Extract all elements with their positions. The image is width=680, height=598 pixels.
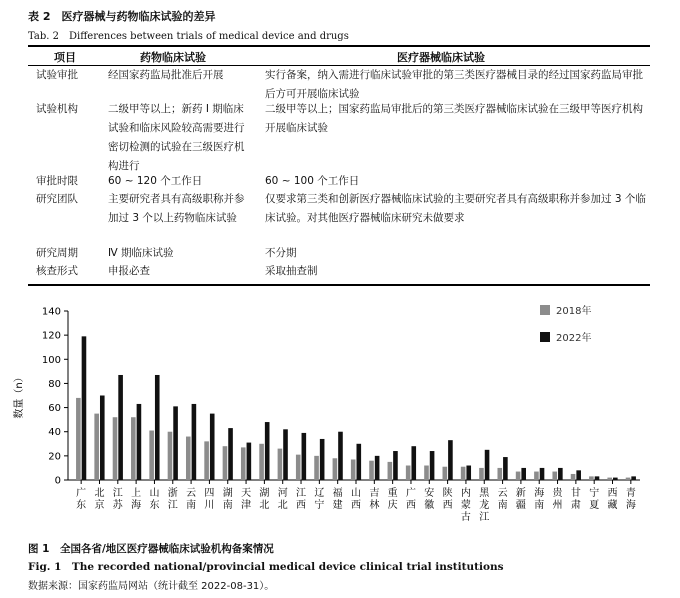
bar-2022-11 [283,429,288,480]
bar-2022-15 [357,444,362,480]
row-drug: 申报必查 [108,265,150,277]
row-drug: 经国家药监局批准后开展 [108,69,224,81]
x-tick-label: 河北 [277,488,288,511]
row-item: 核查形式 [36,265,78,277]
row-device: 仅要求第三类和创新医疗器械临床试验的主要研究者具有高级职称并参加过 3 个临床试验。对其他医疗器械临床研究未做要求 [265,193,646,224]
bar-2018-27 [571,474,576,480]
x-tick-label: 西藏 [607,488,618,511]
bar-chart [0,290,680,535]
bar-2022-16 [375,456,380,480]
bar-2018-4 [149,431,154,480]
bar-2022-22 [485,450,490,480]
x-tick-label: 贵州 [552,488,563,511]
legend-swatch-2018 [540,305,550,315]
bar-2018-16 [369,461,374,480]
legend-label-2018: 2018年 [556,306,592,317]
bar-2018-9 [241,447,246,480]
x-tick-label: 四川 [204,488,215,511]
bar-2018-30 [626,478,631,480]
row-item: 试验审批 [36,69,78,81]
x-tick-label: 宁夏 [589,488,600,511]
bar-2018-24 [516,472,521,480]
row-item: 研究周期 [36,247,78,259]
bar-2018-21 [461,467,466,480]
table-title-en: Tab. 2 Differences between trials of medical device and drugs [28,31,349,42]
x-tick-label: 北京 [94,488,105,511]
y-tick-label: 40 [48,427,61,439]
bar-2022-27 [576,470,581,480]
bar-2018-2 [113,417,118,480]
x-tick-label: 福建 [332,488,343,511]
bar-2022-24 [521,468,526,480]
bar-2018-23 [497,468,502,480]
bar-2022-28 [595,476,600,480]
bar-2022-5 [173,406,178,480]
x-tick-label: 上海 [131,488,142,511]
bar-2022-1 [100,396,105,481]
bar-2018-20 [443,467,448,480]
bar-2018-0 [76,398,81,480]
x-tick-label: 江西 [296,488,307,511]
row-device: 采取抽查制 [265,265,318,277]
row-drug: Ⅳ 期临床试验 [108,247,174,259]
figure-source: 数据来源：国家药监局网站（统计截至 2022-08-31）。 [28,581,275,592]
row-drug: 60 ~ 120 个工作日 [108,175,203,187]
row-device: 60 ~ 100 个工作日 [265,175,360,187]
bar-2022-23 [503,457,508,480]
bar-2018-28 [589,476,594,480]
x-tick-label: 内蒙古 [460,488,471,523]
row-drug: 二级甲等以上；新药 Ⅰ 期临床试验和临床风险较高需要进行密切检测的试验在三级医疗机构进行 [108,103,245,172]
x-tick-label: 天津 [241,488,252,511]
x-tick-label: 山西 [351,488,361,511]
bar-2018-13 [314,456,319,480]
bar-2022-19 [430,451,435,480]
bar-2022-0 [82,336,87,480]
y-axis-label: 数量（n） [14,372,25,419]
table-title-cn: 表 2 医疗器械与药物临床试验的差异 [28,10,216,23]
y-tick-label: 80 [48,378,61,390]
table-header-item: 项目 [54,51,76,64]
bar-2018-22 [479,468,484,480]
bar-2022-3 [137,404,142,480]
bar-2022-14 [338,432,343,480]
bar-2018-8 [223,446,228,480]
legend-swatch-2022 [540,332,550,342]
bar-2018-17 [388,462,393,480]
table-header-drug: 药物临床试验 [140,51,206,64]
bar-2022-20 [448,440,453,480]
row-device: 不分期 [265,247,297,259]
bar-2022-4 [155,375,160,480]
x-tick-label: 黑龙江 [479,488,490,523]
bar-2018-1 [94,414,99,480]
bar-2022-13 [320,439,325,480]
x-tick-label: 甘肃 [570,488,581,511]
row-item: 试验机构 [36,103,78,115]
bar-2018-18 [406,466,411,480]
bar-2018-29 [607,478,612,480]
bar-2018-14 [333,458,338,480]
bar-2022-26 [558,468,563,480]
bar-2018-3 [131,417,136,480]
bar-2022-8 [228,428,233,480]
x-tick-label: 新疆 [515,488,526,511]
x-tick-label: 湖北 [259,488,270,511]
bar-2022-25 [540,468,545,480]
bar-2018-12 [296,455,301,480]
x-tick-label: 青海 [625,488,636,511]
figure-caption-cn: 图 1 全国各省/地区医疗器械临床试验机构备案情况 [28,543,274,555]
bar-2022-29 [613,478,618,480]
x-tick-label: 安徽 [424,488,435,511]
bar-2018-15 [351,459,356,480]
x-tick-label: 广东 [76,488,87,511]
bar-2022-18 [411,446,416,480]
bar-2018-11 [278,449,283,480]
x-tick-label: 云南 [497,488,508,511]
bar-2022-9 [247,443,252,480]
x-tick-label: 陕西 [442,488,453,511]
bar-2018-10 [259,444,264,480]
x-tick-label: 广西 [405,488,416,511]
bar-2018-5 [168,432,173,480]
row-device: 实行备案，纳入需进行临床试验审批的第三类医疗器械目录的经过国家药监局审批后方可开展临床试验 [265,69,643,100]
x-tick-label: 浙江 [167,488,178,511]
bar-2022-17 [393,451,398,480]
bar-2022-7 [210,414,215,480]
bar-2022-2 [118,375,123,480]
table-top-rule [28,45,650,47]
y-tick-label: 100 [41,354,61,366]
x-tick-label: 山东 [149,488,160,511]
bar-2018-26 [552,472,557,480]
bar-2022-10 [265,422,270,480]
table-header-device: 医疗器械临床试验 [397,51,485,64]
table-bottom-rule [28,284,650,286]
row-drug: 主要研究者具有高级职称并参加过 3 个以上药物临床试验 [108,193,245,224]
bar-2022-30 [631,476,636,480]
x-tick-label: 辽宁 [314,488,325,511]
bar-2018-25 [534,472,539,480]
bar-2022-6 [192,404,197,480]
x-tick-label: 海南 [534,488,545,511]
x-tick-label: 云南 [186,488,197,511]
x-tick-label: 吉林 [369,488,380,511]
row-item: 审批时限 [36,175,78,187]
bar-2018-19 [424,466,429,480]
y-tick-label: 140 [41,306,61,318]
figure-caption-en: Fig. 1 The recorded national/provincial medical device clinical trial institutions [28,561,504,573]
y-tick-label: 60 [48,403,61,415]
row-device: 二级甲等以上；国家药监局审批后的第三类医疗器械临床试验在三级甲等医疗机构开展临床试验 [265,103,643,134]
bar-2022-12 [302,433,307,480]
y-tick-label: 0 [54,475,61,487]
x-tick-label: 重庆 [387,488,398,511]
x-tick-label: 湖南 [222,488,233,511]
y-tick-label: 120 [41,330,61,342]
bar-2018-7 [204,441,209,480]
x-tick-label: 江苏 [112,488,123,511]
row-item: 研究团队 [36,193,78,205]
y-tick-label: 20 [48,451,61,463]
bar-2018-6 [186,437,191,480]
legend-label-2022: 2022年 [556,333,592,344]
bar-2022-21 [466,466,471,480]
